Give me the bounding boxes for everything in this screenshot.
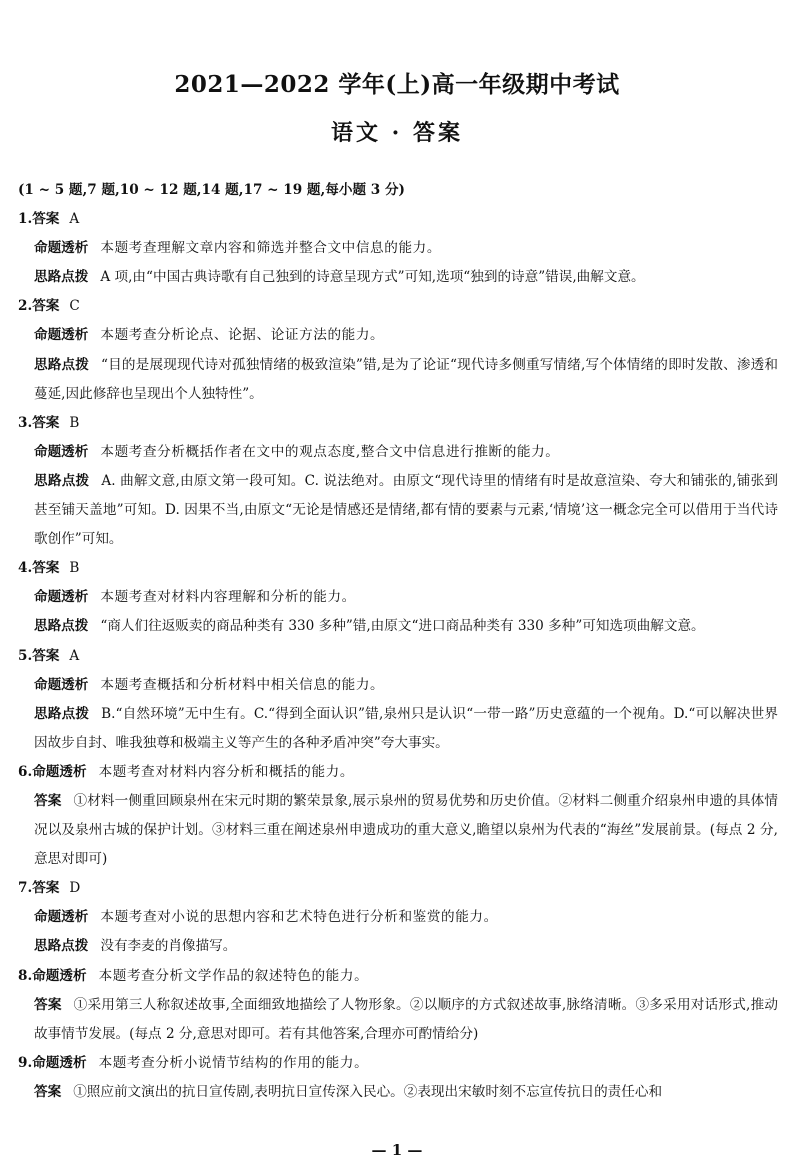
item-number: 6. bbox=[18, 763, 33, 780]
item-1-answer-line bbox=[18, 205, 778, 234]
intent-text: 本题考查理解文章内容和筛选并整合文中信息的能力。 bbox=[100, 240, 442, 257]
item-6-intent-line bbox=[18, 758, 778, 787]
item-number: 7. bbox=[18, 880, 33, 897]
item-4-hint bbox=[18, 612, 778, 641]
answer-text: ①材料一侧重回顾泉州在宋元时期的繁荣景象,展示泉州的贸易优势和历史价值。②材料二侧重介绍泉州申遗的具体情况以及泉州古城的保护计划。③材料三重在阐述泉州申遗成功的重大意义,瞻望以泉州为代表的“海丝”发展前景。(每点 2 分,意思对即可) bbox=[34, 792, 778, 868]
answer-value: C bbox=[69, 298, 80, 315]
item-7-answer-line bbox=[18, 874, 778, 903]
hint-text: 没有李麦的肖像描写。 bbox=[100, 938, 237, 955]
intent-text: 本题考查对小说的思想内容和艺术特色进行分析和鉴赏的能力。 bbox=[100, 909, 498, 926]
intent-text: 本题考查分析文学作品的叙述特色的能力。 bbox=[98, 967, 369, 984]
item-1-hint bbox=[18, 263, 778, 292]
item-5-intent bbox=[18, 671, 778, 700]
answer-label: 答案 bbox=[32, 211, 60, 228]
answer-value: A bbox=[69, 211, 80, 228]
hint-label: 思路点拨 bbox=[34, 269, 89, 286]
answer-label: 答案 bbox=[34, 1083, 62, 1100]
hint-text: B.“自然环境”无中生有。C.“得到全面认识”错,泉州只是认识“一带一路”历史意蕴的一个视角。D.“可以解决世界因故步自封、唯我独尊和极端主义等产生的各种矛盾冲突”夸大事实。 bbox=[34, 705, 779, 751]
item-2-intent bbox=[18, 321, 778, 350]
answer-content bbox=[18, 176, 778, 1107]
answer-label: 答案 bbox=[34, 792, 62, 809]
scoring-note: (1 ~ 5 题,7 题,10 ~ 12 题,14 题,17 ~ 19 题,每小题 3 分) bbox=[18, 182, 405, 198]
item-9-intent-line bbox=[18, 1049, 778, 1078]
item-3-intent bbox=[18, 438, 778, 467]
hint-label: 思路点拨 bbox=[34, 618, 89, 635]
intent-label: 命题透析 bbox=[32, 1054, 87, 1071]
intent-label: 命题透析 bbox=[34, 327, 89, 344]
item-6-answer bbox=[18, 787, 778, 874]
answer-label: 答案 bbox=[32, 560, 60, 577]
item-number: 8. bbox=[18, 967, 33, 984]
intent-text: 本题考查分析论点、论据、论证方法的能力。 bbox=[100, 327, 385, 344]
answer-label: 答案 bbox=[32, 880, 60, 897]
hint-label: 思路点拨 bbox=[34, 705, 90, 722]
intent-text: 本题考查概括和分析材料中相关信息的能力。 bbox=[100, 676, 385, 693]
intent-label: 命题透析 bbox=[34, 909, 89, 926]
page-number: — 1 — bbox=[371, 1141, 423, 1159]
item-4-intent bbox=[18, 583, 778, 612]
item-7-intent bbox=[18, 903, 778, 932]
item-number: 2. bbox=[18, 298, 33, 315]
answer-value: B bbox=[69, 560, 80, 577]
item-number: 4. bbox=[18, 560, 33, 577]
item-number: 3. bbox=[18, 414, 33, 431]
hint-text: A 项,由“中国古典诗歌有自己独到的诗意呈现方式”可知,选项“独到的诗意”错误,曲解文意。 bbox=[100, 269, 645, 286]
item-9-answer bbox=[18, 1078, 778, 1107]
answer-text: ①采用第三人称叙述故事,全面细致地描绘了人物形象。②以顺序的方式叙述故事,脉络清晰。③多采用对话形式,推动故事情节发展。(每点 2 分,意思对即可。若有其他答案,合理亦可酌情给分) bbox=[34, 996, 778, 1042]
item-number: 5. bbox=[18, 647, 33, 664]
intent-label: 命题透析 bbox=[34, 676, 89, 693]
item-number: 9. bbox=[18, 1054, 33, 1071]
answer-label: 答案 bbox=[32, 414, 60, 431]
answer-text: ①照应前文演出的抗日宣传剧,表明抗日宣传深入民心。②表现出宋敏时刻不忘宣传抗日的责任心和 bbox=[73, 1083, 663, 1100]
item-7-hint bbox=[18, 932, 778, 961]
hint-text: A. 曲解文意,由原文第一段可知。C. 说法绝对。由原文“现代诗里的情绪有时是故意渲染、夸大和铺张的,铺张到甚至铺天盖地”可知。D. 因果不当,由原文“无论是情感还是情绪,都有情的要素与元素,‘情境’这一概念完全可以借用于当代诗歌创作”可知。 bbox=[34, 472, 779, 548]
intent-text: 本题考查分析小说情节结构的作用的能力。 bbox=[98, 1054, 369, 1071]
answer-value: D bbox=[69, 880, 81, 897]
intent-label: 命题透析 bbox=[34, 240, 89, 257]
item-2-answer-line bbox=[18, 292, 778, 321]
intent-label: 命题透析 bbox=[34, 589, 89, 606]
answer-value: B bbox=[69, 414, 80, 431]
intent-label: 命题透析 bbox=[32, 763, 87, 780]
exam-title: 2021—2022 学年(上)高一年级期中考试 bbox=[174, 71, 620, 98]
item-5-hint bbox=[18, 700, 778, 758]
item-1-intent bbox=[18, 234, 778, 263]
item-5-answer-line bbox=[18, 642, 778, 671]
hint-label: 思路点拨 bbox=[34, 938, 89, 955]
item-3-hint bbox=[18, 467, 778, 554]
item-4-answer-line bbox=[18, 554, 778, 583]
hint-text: “目的是展现现代诗对孤独情绪的极致渲染”错,是为了论证“现代诗多侧重写情绪,写个体情绪的即时发散、渗透和蔓延,因此修辞也呈现出个人独特性”。 bbox=[34, 356, 778, 402]
answer-value: A bbox=[69, 647, 80, 664]
item-2-hint bbox=[18, 351, 778, 409]
item-8-answer bbox=[18, 991, 778, 1049]
answer-label: 答案 bbox=[34, 996, 62, 1013]
intent-label: 命题透析 bbox=[34, 443, 89, 460]
item-8-intent-line bbox=[18, 962, 778, 991]
subject-title: 语文 · 答案 bbox=[331, 120, 463, 146]
hint-text: “商人们往返贩卖的商品种类有 330 多种”错,由原文“进口商品种类有 330 多种”可知选项曲解文意。 bbox=[100, 618, 705, 635]
hint-label: 思路点拨 bbox=[34, 356, 90, 373]
hint-label: 思路点拨 bbox=[34, 472, 90, 489]
answer-label: 答案 bbox=[32, 647, 60, 664]
intent-label: 命题透析 bbox=[32, 967, 87, 984]
intent-text: 本题考查对材料内容分析和概括的能力。 bbox=[98, 763, 355, 780]
intent-text: 本题考查分析概括作者在文中的观点态度,整合文中信息进行推断的能力。 bbox=[100, 443, 560, 460]
item-3-answer-line bbox=[18, 409, 778, 438]
item-number: 1. bbox=[18, 211, 33, 228]
intent-text: 本题考查对材料内容理解和分析的能力。 bbox=[100, 589, 356, 606]
answer-label: 答案 bbox=[32, 298, 60, 315]
